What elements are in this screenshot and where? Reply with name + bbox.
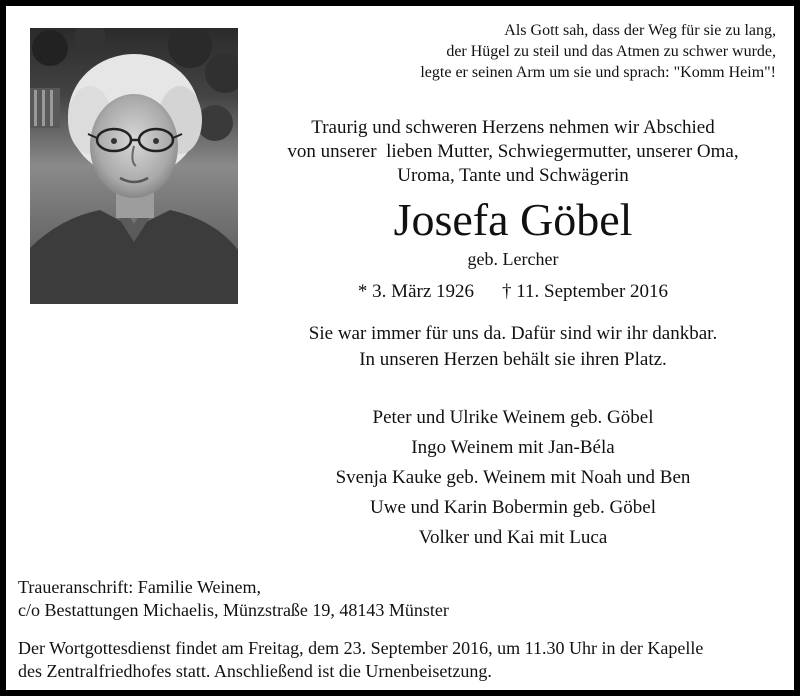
maiden-name: geb. Lercher — [467, 249, 559, 269]
mourners-list — [238, 403, 788, 553]
mourner-entry: Ingo Weinem mit Jan-Béla — [411, 437, 615, 458]
portrait-photo — [30, 28, 238, 304]
mourner-entry: Svenja Kauke geb. Weinem mit Noah und Ben — [335, 467, 691, 488]
memory-line: Sie war immer für uns da. Dafür sind wir ihr dankbar. — [308, 323, 718, 344]
memory-line: In unseren Herzen behält sie ihren Platz. — [359, 349, 667, 370]
death-date: † 11. September 2016 — [502, 281, 669, 302]
mourner-entry: Volker und Kai mit Luca — [418, 527, 608, 548]
intro-line: Traurig und schweren Herzens nehmen wir Abschied — [311, 117, 715, 138]
poem-line: legte er seinen Arm um sie und sprach: "Komm Heim"! — [420, 64, 776, 81]
intro-line: von unserer lieben Mutter, Schwiegermutter, unserer Oma, — [287, 141, 739, 162]
poem-line: Als Gott sah, dass der Weg für sie zu lang, — [504, 22, 776, 39]
poem-line: der Hügel zu steil und das Atmen zu schwer wurde, — [446, 43, 776, 60]
mourning-address — [18, 576, 778, 622]
intro-line: Uroma, Tante und Schwägerin — [397, 165, 629, 186]
memory-text — [238, 321, 788, 373]
service-info — [18, 637, 788, 683]
service-line: Der Wortgottesdienst findet am Freitag, dem 23. September 2016, um 11.30 Uhr in der Kapelle — [18, 638, 704, 658]
mourner-entry: Uwe und Karin Bobermin geb. Göbel — [370, 497, 656, 518]
farewell-intro — [238, 116, 788, 188]
address-line: Traueranschrift: Familie Weinem, — [18, 577, 261, 597]
address-line: c/o Bestattungen Michaelis, Münzstraße 19, 48143 Münster — [18, 600, 449, 620]
life-dates — [238, 280, 788, 304]
service-line: des Zentralfriedhofes statt. Anschließend ist die Urnenbeisetzung. — [18, 661, 492, 681]
portrait-photo-image — [30, 28, 238, 304]
birth-date: * 3. März 1926 — [357, 281, 475, 302]
poem-quote — [256, 20, 776, 83]
mourner-entry: Peter und Ulrike Weinem geb. Göbel — [372, 407, 654, 428]
deceased-name: Josefa Göbel — [393, 194, 633, 245]
